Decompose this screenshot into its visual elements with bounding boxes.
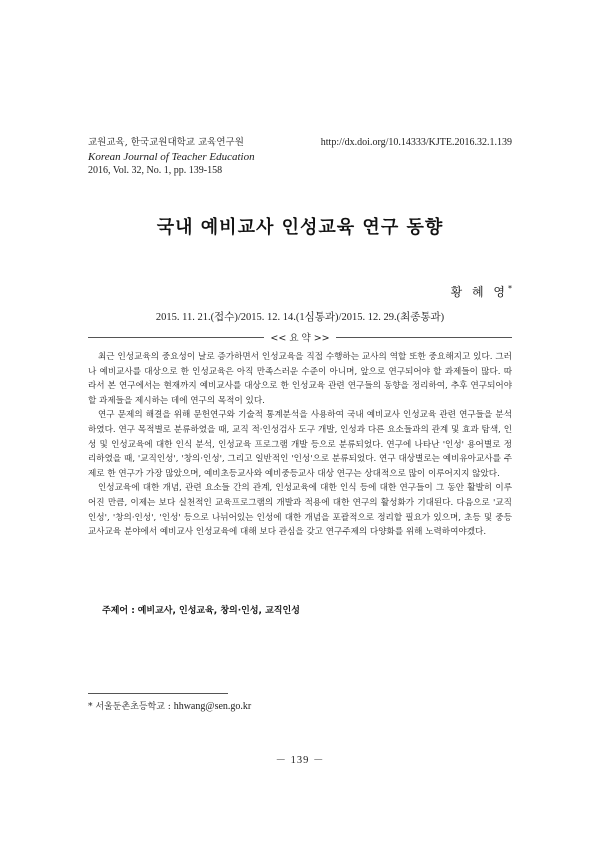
footnote-mark: * [88, 702, 93, 712]
author-name: 황 혜 영 [450, 285, 508, 299]
abstract-paragraph: 인성교육에 대한 개념, 관련 요소들 간의 관계, 인성교육에 대한 인식 등에 대한 연구들이 그 동안 활발히 이루어진 만큼, 이제는 보다 실천적인 교육프로그램의 개발과 적용에 대한 연구의 활성화가 기대된다. 다음으로 '교직인성', '창의·인성', '인성' 등으로 나뉘어있는 인성에 대한 개념을 포괄적으로 정리할 필요가 있으며, 초등 및 중등 교사교육 분야에서 예비교사 인성교육에 대해 보다 관심을 갖고 연구주제의 다양화를 위해 노력하여야겠다. [88, 483, 512, 538]
footnote-divider [88, 693, 228, 694]
abstract-paragraph: 최근 인성교육의 중요성이 날로 증가하면서 인성교육을 직접 수행하는 교사의 역할 또한 중요해지고 있다. 그러나 예비교사를 대상으로 한 인성교육은 아직 만족스러운 수준이 아니며, 앞으로 연구되어야 할 과제들이 많다. 따라서 본 연구에서는 현재까지 예비교사를 대상으로 한 인성교육 관련 연구들의 동향을 정리하여, 추후 연구되어야 할 과제들을 제시하는 데에 연구의 목적이 있다. [88, 352, 512, 406]
abstract-heading-rule-right [336, 337, 512, 338]
keywords-label: 주제어 : [102, 606, 135, 616]
submission-dates: 2015. 11. 21.(접수)/2015. 12. 14.(1심통과)/2015. 12. 29.(최종통과) [155, 312, 445, 323]
page-number: － 139 － [275, 755, 325, 766]
abstract-body [88, 350, 512, 540]
volume-info: 2016, Vol. 32, No. 1, pp. 139-158 [88, 165, 223, 176]
author-footnote-mark: * [508, 284, 512, 293]
institution-line: 교원교육, 한국교원대학교 교육연구원 [88, 137, 244, 148]
doi-link[interactable]: http://dx.doi.org/10.14333/KJTE.2016.32.1.139 [320, 137, 512, 148]
abstract-heading-rule-left [88, 337, 264, 338]
keywords [102, 603, 512, 616]
abstract-heading [88, 330, 512, 344]
abstract-heading-label: << 요 약 >> [270, 333, 330, 344]
author-footnote [88, 699, 251, 712]
keywords-values: 예비교사, 인성교육, 창의·인성, 교직인성 [137, 606, 300, 616]
footnote-affiliation: 서울둔촌초등학교 : [95, 702, 171, 712]
journal-english-title: Korean Journal of Teacher Education [88, 151, 255, 163]
paper-title: 국내 예비교사 인성교육 연구 동향 [156, 217, 444, 238]
abstract-paragraph: 연구 문제의 해결을 위해 문헌연구와 기술적 통계분석을 사용하여 국내 예비교사 인성교육 관련 연구들을 분석하였다. 연구 목적별로 분류하였을 때, 교직 적·인성검사 도구 개발, 인성과 다른 요소들과의 관계 및 효과 탐색, 인성 및 인성교육에 대한 인식 분석, 인성교육 프로그램 개발 등으로 분류되었다. 연구에 나타난 '인성' 용어별로 정리하였을 때, '교직인성', '창의·인성', 그리고 일반적인 '인성'으로 분류되었다. 연구 대상별로는 예비유아교사를 주제로 한 연구가 가장 많았으며, 예비초등교사와 예비중등교사 대상 연구는 상대적으로 많이 이루어지지 않았다. [88, 410, 512, 479]
author-line [451, 283, 512, 300]
footnote-email[interactable]: hhwang@sen.go.kr [173, 701, 252, 712]
